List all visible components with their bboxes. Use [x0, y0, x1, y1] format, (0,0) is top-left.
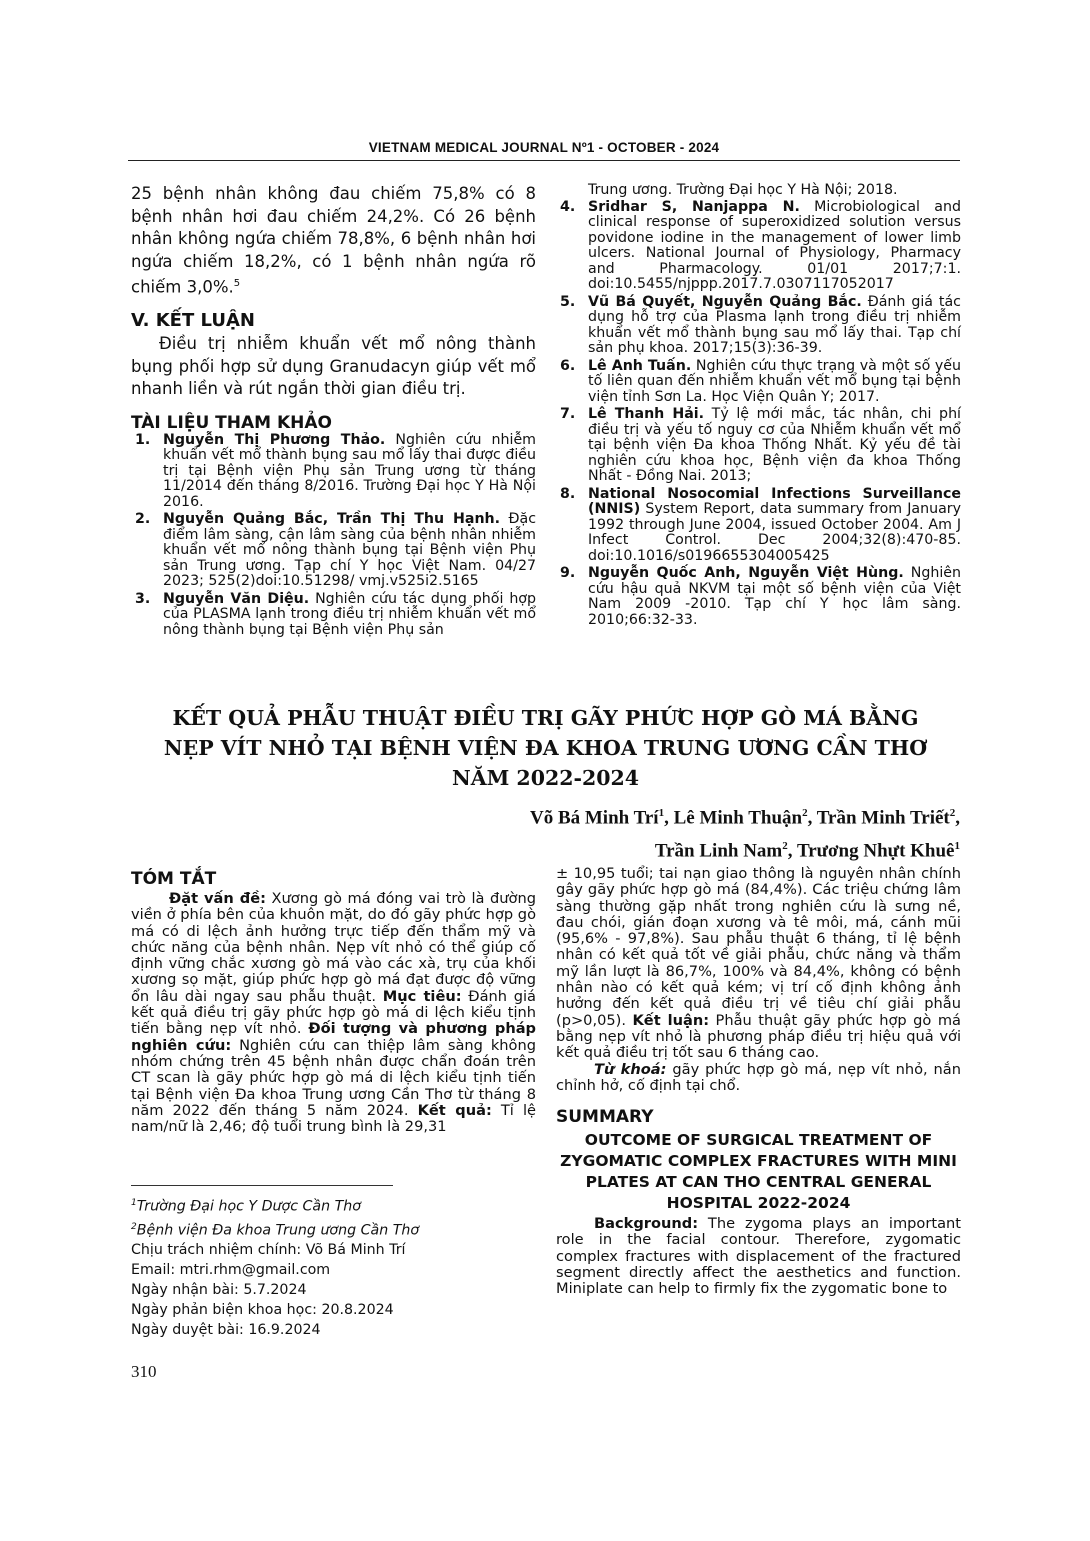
reference-authors: Sridhar S, Nanjappa N.	[588, 198, 800, 215]
label-results: Kết quả:	[417, 1101, 492, 1119]
abstract-background: Xương gò má đóng vai trò là đường viền ở phía bên của khuôn mặt, do đó gãy phức hợp gò má có di lệch ảnh hưởng trực tiếp đến thẩm mỹ và chức năng của bệnh nhân. Nẹp vít nhỏ có thể giúp cố định vững chắc xương gò má vào các xà, trụ của khối xương sọ mặt, giúp phức hợp gò má đạt được độ vững ổn lâu dài ngay sau phẫu thuật.	[131, 890, 536, 1005]
reference-authors: Nguyễn Quốc Anh, Nguyễn Việt Hùng.	[588, 565, 904, 581]
reference-number: 9.	[560, 565, 576, 581]
author-name: Lê Minh Thuận	[673, 807, 803, 829]
page-number: 310	[131, 1362, 157, 1381]
reference-text: Đánh giá tác dụng hỗ trợ của Plasma lạnh trong điều trị nhiễm khuẩn vết mổ thành bụng sau mổ lấy thai. Tạp chí sản phụ khoa. 2017;15(3):36-39.	[588, 293, 961, 356]
title-line: NẸP VÍT NHỎ TẠI BỆNH VIỆN ĐA KHOA TRUNG ƯƠNG CẦN THƠ	[163, 736, 928, 760]
conclusion-paragraph: Điều trị nhiễm khuẩn vết mổ nông thành bụng phối hợp sử dụng Granudacyn giúp vết mổ nhanh liền và rút ngắn thời gian điều trị.	[131, 334, 536, 398]
title-line: KẾT QUẢ PHẪU THUẬT ĐIỀU TRỊ GÃY PHỨC HỢP GÒ MÁ BẰNG	[172, 706, 919, 730]
article-title	[131, 703, 960, 793]
author-affiliation-sup: 1	[658, 807, 665, 819]
author-email: Email: mtri.rhm@gmail.com	[131, 1262, 331, 1279]
reference-authors: Nguyễn Thị Phương Thảo.	[163, 431, 386, 448]
summary-paragraph	[556, 1216, 961, 1297]
affiliation-sup: 1	[131, 1198, 137, 1208]
reference-authors: Lê Thanh Hải.	[588, 406, 705, 422]
reference-number: 6.	[560, 357, 576, 374]
abstract-results: Tỉ lệ nam/nữ là 2,46; độ tuổi trung bình là 29,31	[131, 1101, 536, 1136]
reference-number: 1.	[135, 431, 151, 448]
reference-text: Nghiên cứu nhiễm khuẩn vết mổ thành bụng sau mổ lấy thai được điều trị tại Bệnh viện Phụ sản Trung ương từ tháng 11/2014 đến tháng 8/2016. Trường Đại học Y Hà Nội 2016.	[163, 431, 536, 510]
author-name: Trần Minh Triết	[816, 807, 950, 829]
reference-text: System Report, data summary from January 1992 through June 2004, issued October 2004. Am J Infect Control. Dec 2004;32(8):470-85. doi:10.1016/s0196655304005425	[588, 501, 961, 564]
reference-item	[556, 295, 961, 357]
author-name: Võ Bá Minh Trí	[529, 807, 659, 829]
reference-item	[556, 487, 961, 565]
authors-line: Trần Linh Nam$^2$, Trương Nhựt Khuê$^1$	[654, 840, 960, 862]
corresponding-author: Chịu trách nhiệm chính: Võ Bá Minh Trí	[131, 1242, 406, 1259]
reference-number: 5.	[560, 293, 576, 310]
abstract-vi-right	[556, 866, 961, 1298]
author-name: Trương Nhựt Khuê	[796, 840, 955, 862]
reference-item	[556, 407, 961, 485]
abstract-objective: Đánh giá kết quả điều trị gãy phức hợp gò má di lệch kiểu tịnh tiến bằng nẹp vít nhỏ.	[131, 987, 537, 1038]
references-heading: TÀI LIỆU THAM KHẢO	[131, 412, 332, 433]
reference-text: Tỷ lệ mới mắc, tác nhân, chi phí điều trị và yếu tố nguy cơ của Nhiễm khuẩn vết mổ tại bệnh viện Đa khoa Thống Nhất. Kỷ yếu đề tài nghiên cứu khoa học, Bệnh viện đa khoa Thống Nhất - Đồng Nai. 2013;	[588, 406, 961, 484]
summary-heading: SUMMARY	[556, 1107, 654, 1128]
date-reviewed: Ngày phản biện khoa học: 20.8.2024	[131, 1302, 394, 1319]
reference-text: Nghiên cứu thực trạng và một số yếu tố liên quan đến nhiễm khuẩn vết mổ bụng tại bệnh viện tỉnh Sơn La. Học Viện Quân Y; 2017.	[588, 357, 961, 405]
reference-continued	[556, 183, 961, 199]
reference-text: Đặc điểm lâm sàng, cận lâm sàng của bệnh nhân nhiễm khuẩn vết mổ nông thành bụng tại Bệnh viện Phụ sản Trung ương. Tạp chí Y học Việt Nam. 04/27 2023; 525(2)doi:10.51298/ vmj.v525i2.5165	[163, 511, 537, 589]
summary-background: The zygoma plays an important role in the facial contour. Therefore, zygomatic complex fractures with displacement of the fractured segment directly affect the aesthetics and function. Miniplate can help to firmly fix the zygomatic bone to	[556, 1215, 961, 1298]
affiliation-sup: 2	[131, 1221, 137, 1232]
reference-authors: Vũ Bá Quyết, Nguyễn Quảng Bắc.	[588, 293, 862, 310]
reference-authors: Nguyễn Quảng Bắc, Trần Thị Thu Hạnh.	[163, 511, 501, 527]
label-background-en: Background:	[594, 1215, 699, 1233]
reference-item	[556, 200, 961, 293]
author-affiliation-sup: 1	[954, 840, 960, 853]
author-affiliation-sup: 2	[949, 807, 956, 819]
reference-authors: Nguyễn Văn Diệu.	[163, 590, 310, 607]
prev-article-left-column	[131, 183, 536, 640]
reference-authors: National Nosocomial Infections Surveillance (NNIS)	[588, 485, 961, 517]
label-conclusion: Kết luận:	[632, 1011, 710, 1029]
running-header: VIETNAM MEDICAL JOURNAL Nº1 - OCTOBER - 2024	[368, 140, 720, 155]
reference-item	[131, 433, 536, 511]
title-line: NĂM 2022-2024	[451, 766, 640, 790]
reference-item	[556, 359, 961, 406]
affiliation-text: Bệnh viện Đa khoa Trung ương Cần Thơ	[136, 1222, 420, 1239]
reference-number: 3.	[135, 590, 151, 607]
reference-text: Microbiological and clinical response of superoxidized solution versus povidone iodine in the management of lower limb ulcers. National Journal of Physiology, Pharmacy and Pharmacology. 01/01 2017;7:1. doi:10.5455/njppp.2017.7.0307117052017	[588, 198, 962, 292]
label-background: Đặt vấn đề:	[169, 890, 266, 907]
author-name: Trần Linh Nam	[654, 840, 783, 862]
abstract-vi-left	[131, 868, 536, 1135]
label-keywords: Từ khoá:	[594, 1060, 667, 1078]
date-accepted: Ngày duyệt bài: 16.9.2024	[131, 1322, 321, 1339]
abstract-heading: TÓM TẮT	[131, 869, 217, 889]
conclusion-heading: V. KẾT LUẬN	[131, 310, 255, 331]
reference-text: Nghiên cứu hậu quả NKVM tại một số bệnh viện của Việt Nam 2009 -2010. Tạp chí Y học lâm sàng. 2010;66:32-33.	[588, 565, 961, 628]
citation-sup: 5	[233, 278, 241, 289]
affiliation-1	[131, 1193, 431, 1217]
references-list-right	[556, 200, 961, 629]
label-objective: Mục tiêu:	[382, 987, 462, 1005]
reference-text: Trung ương. Trường Đại học Y Hà Nội; 2018.	[588, 182, 898, 198]
abstract-conclusion: Phẫu thuật gãy phức hợp gò má bằng nẹp vít nhỏ là phương pháp điều trị hiệu quả với kết quả điều trị tốt sau 6 tháng cao.	[556, 1011, 961, 1062]
reference-item	[556, 566, 961, 628]
references-list-left	[131, 433, 536, 639]
author-affiliation-sup: 2	[782, 840, 788, 853]
article-authors	[530, 799, 960, 866]
reference-number: 2.	[135, 511, 151, 527]
date-received: Ngày nhận bài: 5.7.2024	[131, 1282, 307, 1299]
abstract-methods: Nghiên cứu can thiệp lâm sàng không nhóm chứng trên 45 bệnh nhân được chẩn đoán trên CT scan là gãy phức hợp gò má di lệch kiểu tịnh tiến tại Bệnh viện Đa khoa Trung ương Cần Thơ từ tháng 8 năm 2022 đến tháng 5 năm 2024.	[131, 1036, 536, 1119]
label-methods: Đối tượng và phương pháp nghiên cứu:	[131, 1020, 537, 1054]
author-affiliation-sup: 2	[802, 807, 808, 819]
footnotes	[131, 1193, 431, 1340]
reference-text: Nghiên cứu tác dụng phối hợp của PLASMA lạnh trong điều trị nhiễm khuẩn vết mổ nông thành bụng tại Bệnh viện Phụ sản	[163, 590, 536, 638]
footnote-rule	[131, 1185, 393, 1186]
keywords-paragraph	[556, 1062, 961, 1095]
reference-number: 4.	[560, 198, 576, 215]
prev-article-right-column	[556, 183, 961, 630]
reference-item	[131, 592, 536, 639]
affiliation-2	[131, 1217, 431, 1241]
keywords-text: gãy phức hợp gò má, nẹp vít nhỏ, nắn chỉnh hở, cố định tại chổ.	[556, 1060, 961, 1094]
authors-line: Võ Bá Minh Trí$^1$, Lê Minh Thuận$^2$, Trần Minh Triết$^2$,	[529, 807, 960, 829]
reference-number: 7.	[560, 406, 576, 422]
abstract-results: ± 10,95 tuổi; tai nạn giao thông là nguyên nhân chính gây gãy phức hợp gò má (84,4%). Các triệu chứng lâm sàng thường gặp nhất trong nghiên cứu là sưng nề, đau chói, gián đoạn xương và tê môi, má, cánh mũi (95,6% - 97,8%). Sau phẫu thuật 6 tháng, tỉ lệ bệnh nhân có kết quả tốt về giải phẫu, chức năng và thẩm mỹ lần lượt là 86,7%, 100% và 84,4%, không có bệnh nhân nào có kết quả kém; vị trí cố định không ảnh hưởng đến kết quả điều trị về tiêu chí giải phẫu (p>0,05).	[556, 865, 961, 1029]
reference-item	[131, 512, 536, 590]
results-paragraph	[131, 183, 536, 299]
abstract-paragraph-continued	[556, 866, 961, 1062]
affiliation-text: Trường Đại học Y Dược Cần Thơ	[136, 1198, 361, 1215]
summary-title: OUTCOME OF SURGICAL TREATMENT OF ZYGOMATIC COMPLEX FRACTURES WITH MINI PLATES AT CAN THO CENTRAL GENERAL HOSPITAL 2022-2024	[560, 1131, 957, 1213]
abstract-paragraph	[131, 891, 536, 1135]
reference-number: 8.	[560, 485, 576, 502]
results-text: 25 bệnh nhân không đau chiếm 75,8% có 8 bệnh nhân hơi đau chiếm 24,2%. Có 26 bệnh nhân không ngứa chiếm 78,8%, 6 bệnh nhân hơi ngứa chiếm 18,2%, có 1 bệnh nhân ngứa rõ chiếm 3,0%.	[131, 184, 536, 297]
reference-authors: Lê Anh Tuấn.	[588, 357, 692, 374]
header-rule	[128, 160, 960, 161]
